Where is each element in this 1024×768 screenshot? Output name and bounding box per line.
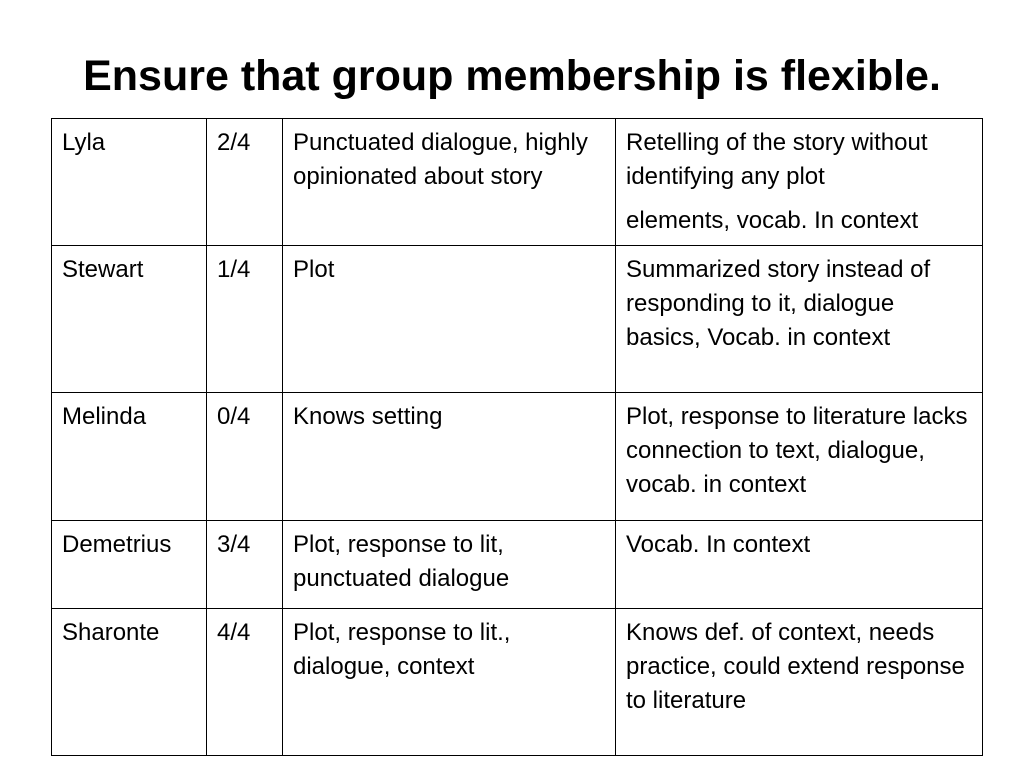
- student-needs: Knows def. of context, needs practice, could extend response to literature: [616, 609, 983, 756]
- student-needs: Vocab. In context: [616, 521, 983, 609]
- table-row: [52, 393, 983, 521]
- student-needs: Summarized story instead of responding to it, dialogue basics, Vocab. in context: [616, 246, 983, 393]
- table-row: [52, 246, 983, 393]
- student-name: Demetrius: [52, 521, 207, 609]
- table-row: [52, 119, 983, 246]
- student-score: 2/4: [207, 119, 283, 246]
- student-strengths: Plot: [283, 246, 616, 393]
- student-strengths: Punctuated dialogue, highly opinionated about story: [283, 119, 616, 246]
- student-groups-table: [51, 118, 983, 756]
- student-name: Stewart: [52, 246, 207, 393]
- slide-title: Ensure that group membership is flexible.: [83, 52, 941, 100]
- student-name: Sharonte: [52, 609, 207, 756]
- student-needs-line: Retelling of the story without identifying any plot: [626, 129, 928, 190]
- table-row: [52, 521, 983, 609]
- student-score: 1/4: [207, 246, 283, 393]
- student-score: 4/4: [207, 609, 283, 756]
- student-needs: [616, 119, 983, 246]
- student-needs: Plot, response to literature lacks connection to text, dialogue, vocab. in context: [616, 393, 983, 521]
- student-strengths: Plot, response to lit., dialogue, context: [283, 609, 616, 756]
- student-needs-line: elements, vocab. In context: [626, 207, 919, 234]
- student-score: 0/4: [207, 393, 283, 521]
- student-strengths: Plot, response to lit, punctuated dialogue: [283, 521, 616, 609]
- student-name: Melinda: [52, 393, 207, 521]
- table-row: [52, 609, 983, 756]
- student-name: Lyla: [52, 119, 207, 246]
- student-score: 3/4: [207, 521, 283, 609]
- student-strengths: Knows setting: [283, 393, 616, 521]
